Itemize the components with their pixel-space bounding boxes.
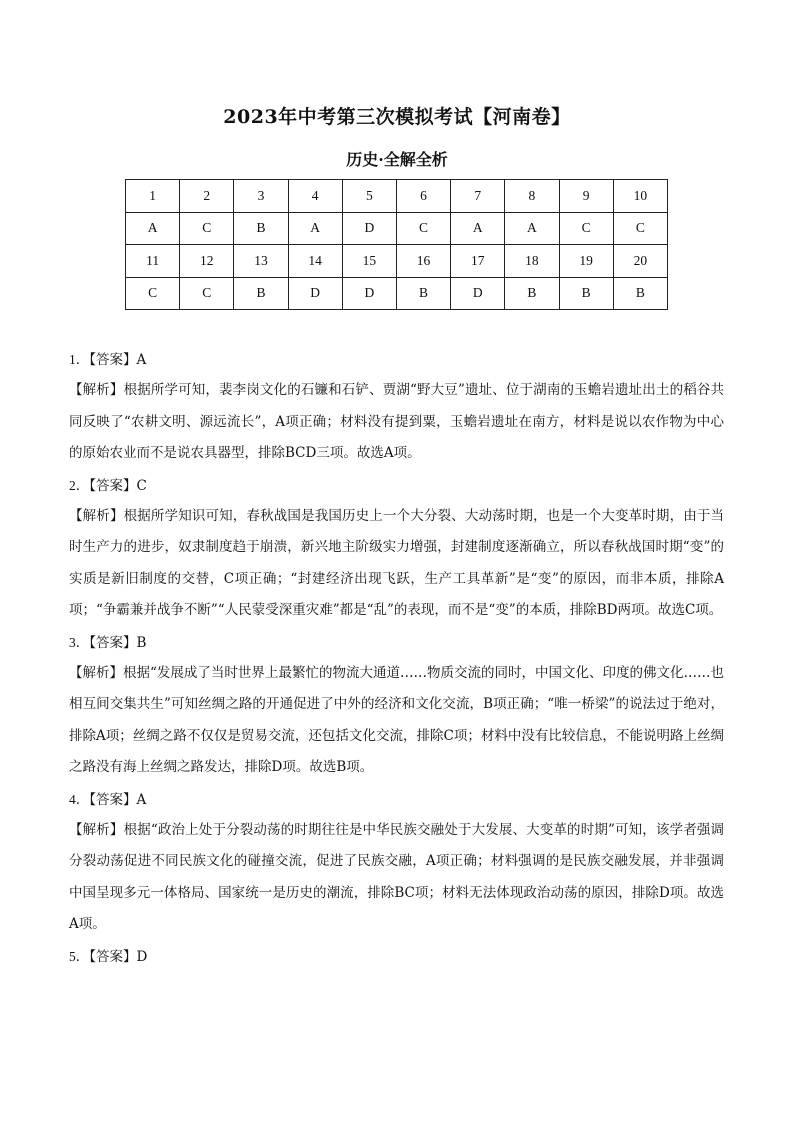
table-cell: A (505, 212, 559, 245)
table-row (126, 180, 668, 213)
answer-value: A (136, 791, 147, 808)
question-explanation (69, 815, 724, 941)
explanation-tag: 【解析】 (69, 382, 124, 399)
answer-value: B (136, 634, 147, 651)
table-cell: C (180, 212, 234, 245)
explanation-tag: 【解析】 (69, 665, 124, 682)
table-cell: 6 (396, 180, 450, 213)
page-subtitle: 历史·全解全析 (346, 150, 448, 169)
answer-table (125, 179, 668, 310)
table-cell: 2 (180, 180, 234, 213)
table-cell: 3 (234, 180, 288, 213)
table-cell: 9 (559, 180, 613, 213)
answer-tag: 【答案】 (89, 948, 137, 965)
table-cell: B (396, 277, 450, 310)
table-cell: A (288, 212, 342, 245)
answer-value: D (136, 948, 148, 965)
question-answer-line (69, 941, 724, 972)
table-cell: D (342, 212, 396, 245)
table-cell: B (613, 277, 667, 310)
page-title: 2023年中考第三次模拟考试【河南卷】 (223, 106, 571, 128)
question-answer-line (69, 470, 724, 501)
table-cell: 7 (451, 180, 505, 213)
table-cell: D (288, 277, 342, 310)
table-cell: C (180, 277, 234, 310)
table-cell: 12 (180, 245, 234, 278)
table-cell: 5 (342, 180, 396, 213)
answer-tag: 【答案】 (89, 634, 137, 651)
question-number: 3． (69, 634, 90, 650)
answer-tag: 【答案】 (89, 791, 137, 808)
table-row (126, 245, 668, 278)
table-cell: 19 (559, 245, 613, 278)
question-number: 5． (69, 948, 90, 964)
answer-value: A (136, 352, 147, 368)
table-cell: D (342, 277, 396, 310)
table-cell: A (126, 212, 180, 245)
table-cell: D (451, 277, 505, 310)
explanation-text: 根据“政治上处于分裂动荡的时期往往是中华民族交融处于大发展、大变革的时期”可知，该学者强调分裂动荡促进不同民族文化的碰撞交流，促进了民族交融，A项正确；材料强调的是民族交融发展，并非强调中国呈现多元一体格局、国家统一是历史的潮流，排除BC项；材料无法体现政治动荡的原因，排除D项。故选A项。 (69, 822, 724, 933)
table-cell: A (451, 212, 505, 245)
answer-tag: 【答案】 (89, 477, 137, 494)
question-number: 2． (69, 477, 90, 493)
table-cell: 13 (234, 245, 288, 278)
explanation-text: 根据所学可知，裴李岗文化的石镰和石铲、贾湖“野大豆”遗址、位于湖南的玉蟾岩遗址出土的稻谷共同反映了“农耕文明、源远流长”，A项正确；材料没有提到粟，玉蟾岩遗址在南方，材料是说以农作物为中心的原始农业而不是说农具器型，排除BCD三项。故选A项。 (69, 382, 724, 462)
table-cell: 1 (126, 180, 180, 213)
table-cell: B (234, 212, 288, 245)
explanation-tag: 【解析】 (69, 822, 124, 839)
table-cell: C (613, 212, 667, 245)
table-cell: 20 (613, 245, 667, 278)
question-number: 1． (69, 352, 90, 367)
question-explanation (69, 658, 724, 784)
table-cell: C (126, 277, 180, 310)
question-explanation (69, 375, 724, 469)
table-cell: B (234, 277, 288, 310)
table-cell: 14 (288, 245, 342, 278)
table-cell: C (396, 212, 450, 245)
explanation-text: 根据所学知识可知，春秋战国是我国历史上一个大分裂、大动荡时期，也是一个大变革时期，由于当时生产力的进步，奴隶制度趋于崩溃，新兴地主阶级实力增强，封建制度逐渐确立，所以春秋战国时期“变”的实质是新旧制度的交替，C项正确；“封建经济出现飞跃，生产工具革新”是“变”的原因，而非本质，排除A项；“争霸兼并战争不断”“人民蒙受深重灾难”都是“乱”的表现，而不是“变”的本质，排除BD两项。故选C项。 (69, 508, 725, 619)
table-row (126, 277, 668, 310)
table-row (126, 212, 668, 245)
table-cell: C (559, 212, 613, 245)
table-cell: B (505, 277, 559, 310)
table-cell: 11 (126, 245, 180, 278)
table-cell: 10 (613, 180, 667, 213)
table-cell: 8 (505, 180, 559, 213)
table-cell: 15 (342, 245, 396, 278)
table-cell: 4 (288, 180, 342, 213)
answer-tag: 【答案】 (89, 352, 137, 368)
table-cell: 18 (505, 245, 559, 278)
question-explanation (69, 501, 724, 627)
explanations-section (69, 344, 724, 972)
question-answer-line (69, 627, 724, 658)
explanation-text: 根据“发展成了当时世界上最繁忙的物流大通道……物质交流的同时，中国文化、印度的佛文化……也相互间交集共生”可知丝绸之路的开通促进了中外的经济和文化交流，B项正确；“唯一桥梁”的说法过于绝对，排除A项；丝绸之路不仅仅是贸易交流，还包括文化交流，排除C项；材料中没有比较信息，不能说明路上丝绸之路没有海上丝绸之路发达，排除D项。故选B项。 (69, 665, 725, 776)
explanation-tag: 【解析】 (69, 508, 124, 524)
table-cell: 17 (451, 245, 505, 278)
table-cell: 16 (396, 245, 450, 278)
table-cell: B (559, 277, 613, 310)
question-number: 4． (69, 791, 90, 807)
question-answer-line (69, 784, 724, 815)
question-answer-line (69, 344, 724, 375)
answer-value: C (136, 477, 147, 494)
